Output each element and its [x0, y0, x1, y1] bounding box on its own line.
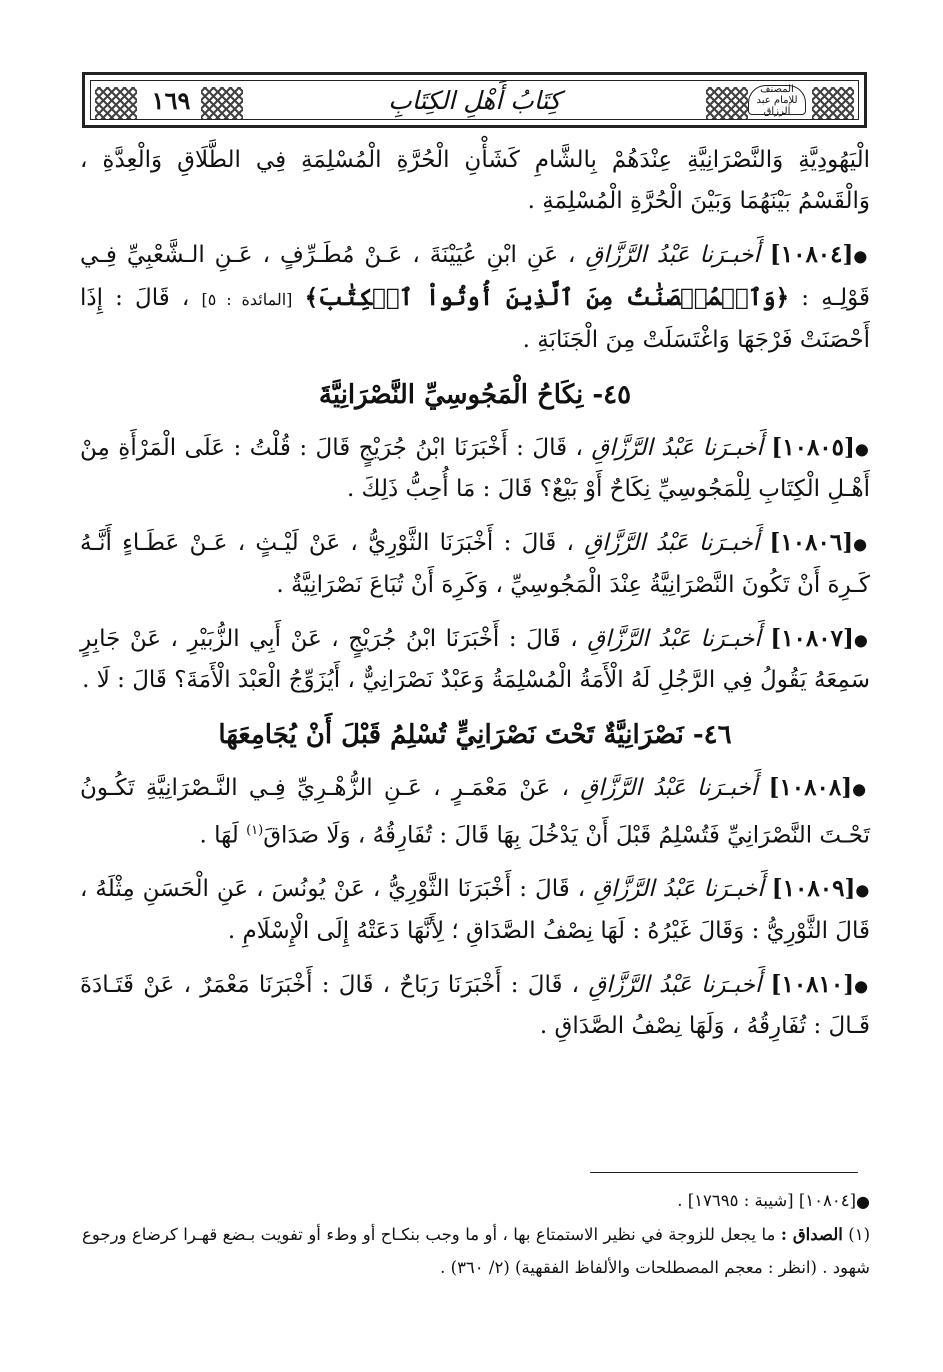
quran-verse: ﴿وَٱلۡمُحۡصَنَٰتُ مِنَ ٱلَّذِينَ أُوتُواْ ٱلۡكِتَٰبَ﴾ [304, 283, 790, 311]
hadith-text: ، قَالَ : أَخْبَرَنَا ابْنُ جُرَيْجٍ ، عَنْ أَبِي الزُّبَيْرِ ، عَنْ جَابِرٍ سَمِعَهُ يَقُولُ فِي الرَّجُلِ لَهُ الْأَمَةُ الْمُسْلِمَةُ وَعَبْدٌ نَصْرَانِيٌّ ، أَيُزَوِّجُ الْعَبْدَ الْأَمَةَ؟ قَالَ : لَا . [80, 625, 870, 693]
bullet-icon: ● [855, 880, 871, 900]
bullet-icon: ● [856, 1192, 870, 1211]
footnote-divider [590, 1172, 858, 1173]
hadith-text: ، قَالَ : أَخْبَرَنَا الثَّوْرِيُّ ، عَنْ يُونُسَ ، عَنِ الْحَسَنِ مِثْلَهُ ، قَالَ الثَّوْرِيُّ : وَقَالَ غَيْرُهُ : لَهَا نِصْفُ الصَّدَاقِ ؛ لِأَنَّهَا دَعَتْهُ إِلَى الْإِسْلَامِ . [80, 876, 870, 944]
footnote-text: ما يجعل للزوجة في نظير الاستمتاع بها ، أو ما وجب بنكـاح أو وطء أو تفويت بـضع قهـرا كرضاع ورجوع شهود . (انظر : معجم المصطلحات والألفاظ الفقهية) (٢/ ٣٦٠) . [82, 1225, 870, 1277]
hadith-10804 [80, 234, 870, 361]
footnote-term: الصداق : [780, 1225, 843, 1244]
page-number: ١٦٩ [151, 85, 191, 115]
hadith-text-end: ، قَالَ : إِذَا أَحْصَنَتْ فَرْجَهَا وَاغْتَسَلَتْ مِنَ الْجَنَابَةِ . [80, 284, 870, 353]
footnote-1 [82, 1218, 870, 1284]
bullet-icon: ● [854, 976, 871, 996]
bullet-icon: ● [853, 246, 871, 266]
hadith-number: [١٠٨٠٥] [771, 433, 855, 461]
narrator-formula: أَخبـرَنا عَبْدُ الرَّزَّاقِ [585, 242, 760, 268]
narrator-formula: أَخبـرَنا عَبْدُ الرَّزَّاقِ [591, 434, 763, 461]
narrator-formula: أَخبـرَنا عَبْدُ الرَّزَّاقِ [588, 971, 762, 998]
hadith-10809 [80, 868, 870, 952]
hadith-number: [١٠٨٠٩] [771, 875, 856, 903]
hadith-10806 [80, 522, 870, 606]
footnote-marker[interactable]: (١) [246, 822, 264, 838]
chapter-heading-46: ٤٦- نَصْرَانِيَّةٌ تَحْتَ نَصْرَانِيٍّ تُسْلِمُ قَبْلَ أَنْ يُجَامِعَهَا [218, 720, 732, 750]
hadith-10808 [80, 767, 870, 856]
hadith-number: [١٠٨٠٦] [769, 529, 854, 556]
bullet-icon: ● [854, 439, 871, 458]
chapter-title: كِتَابُ أَهْلِ الكِتَابِ [388, 85, 561, 115]
hadith-number: [١٠٨١٠] [770, 970, 855, 998]
footnotes [82, 1184, 870, 1284]
bullet-icon: ● [853, 630, 871, 649]
ornament-left-inner [201, 87, 243, 119]
hadith-number: [١٠٨٠٨] [768, 774, 853, 801]
chapter-heading-45: ٤٥- نِكَاحُ الْمَجُوسِيِّ النَّصْرَانِيَّةَ [318, 379, 632, 410]
hadith-text: ، عَنْ مَعْمَـرٍ ، عَـنِ الزُّهْـرِيِّ فِـي النَّـصْرَانِيَّةِ تَكُـونُ تَحْـتَ النَّصْرَانِيِّ فَتُسْلِمُ قَبْلَ أَنْ يَدْخُلَ بِهَا قَالَ : تُفَارِقُهُ ، وَلَا صَدَاقَ [80, 775, 870, 849]
bullet-icon: ● [852, 779, 871, 799]
header-inner-frame [90, 80, 859, 120]
main-text [80, 140, 870, 1059]
hadith-text-end: لَهَا . [199, 822, 239, 849]
page-header [82, 72, 867, 128]
continued-paragraph: الْيَهُودِيَّةِ وَالنَّصْرَانِيَّةِ عِنْدَهُمْ بِالشَّامِ كَشَأْنِ الْحُرَّةِ الْمُسْلِمَةِ فِي الطَّلَاقِ وَالْعِدَّةِ ، وَالْقَسْمُ بَيْنَهُمَا وَبَيْنَ الْحُرَّةِ الْمُسْلِمَةِ . [80, 147, 870, 214]
hadith-text: ، قَالَ : أَخْبَرَنَا الثَّوْرِيُّ ، عَنْ لَيْـثٍ ، عَـنْ عَطَـاءٍ أَنَّـهُ كَـرِهَ أَنْ تَكُونَ النَّصْرَانِيَّةُ عِنْدَ الْمَجُوسِيِّ ، وَكَرِهَ أَنْ تُبَاعَ نَصْرَانِيَّةٌ . [80, 530, 870, 598]
narrator-formula: أَخبـرَنا عَبْدُ الرَّزَّاقِ [587, 625, 761, 652]
hadith-10810 [80, 964, 870, 1048]
hadith-number: [١٠٨٠٧] [770, 624, 854, 652]
hadith-10805 [80, 427, 870, 511]
hadith-number: [١٠٨٠٤] [769, 241, 854, 268]
ornament-left-outer [95, 87, 137, 119]
hadith-text: ، قَالَ : أَخْبَرَنَا ابْنُ جُرَيْجٍ قَالَ : قُلْتُ : عَلَى الْمَرْأَةِ مِنْ أَهْـلِ الْكِتَابِ لِلْمَجُوسِيِّ نِكَاحٌ أَوْ بَيْعٌ؟ قَالَ : مَا أُحِبُّ ذَلِكَ . [80, 434, 870, 502]
hadith-10807 [80, 618, 870, 702]
ornament-right-inner [706, 87, 748, 119]
footnote-number: (١) [848, 1225, 871, 1244]
bullet-icon: ● [853, 534, 871, 554]
narrator-formula: أَخبـرَنا عَبْدُ الرَّزَّاقِ [593, 876, 764, 903]
footnote-reference-text: [١٠٨٠٤] [شيبة : ١٧٦٩٥] . [677, 1191, 857, 1210]
narrator-formula: أَخبـرَنا عَبْدُ الرَّزَّاقِ [580, 775, 758, 801]
ornament-right-outer [812, 87, 854, 119]
footnote-reference [82, 1184, 870, 1218]
hadith-text: ، عَنِ ابْنِ عُيَيْنَةَ ، عَـنْ مُطَـرِّفٍ ، عَـنِ الـشَّعْبِيِّ فِـي قَوْلِـهِ : [80, 242, 871, 311]
hadith-text: ، قَالَ : أَخْبَرَنَا رَبَاحٌ ، قَالَ : أَخْبَرَنَا مَعْمَرٌ ، عَنْ قَتَـادَةَ قَـالَ : تُفَارِقُهُ ، وَلَهَا نِصْفُ الصَّدَاقِ . [80, 971, 870, 1040]
verse-reference: [المائدة : ٥] [201, 289, 293, 309]
narrator-formula: أَخبـرَنا عَبْدُ الرَّزَّاقِ [584, 530, 760, 556]
book-seal: المصنف للإمام عبد الرزاق [748, 85, 806, 115]
